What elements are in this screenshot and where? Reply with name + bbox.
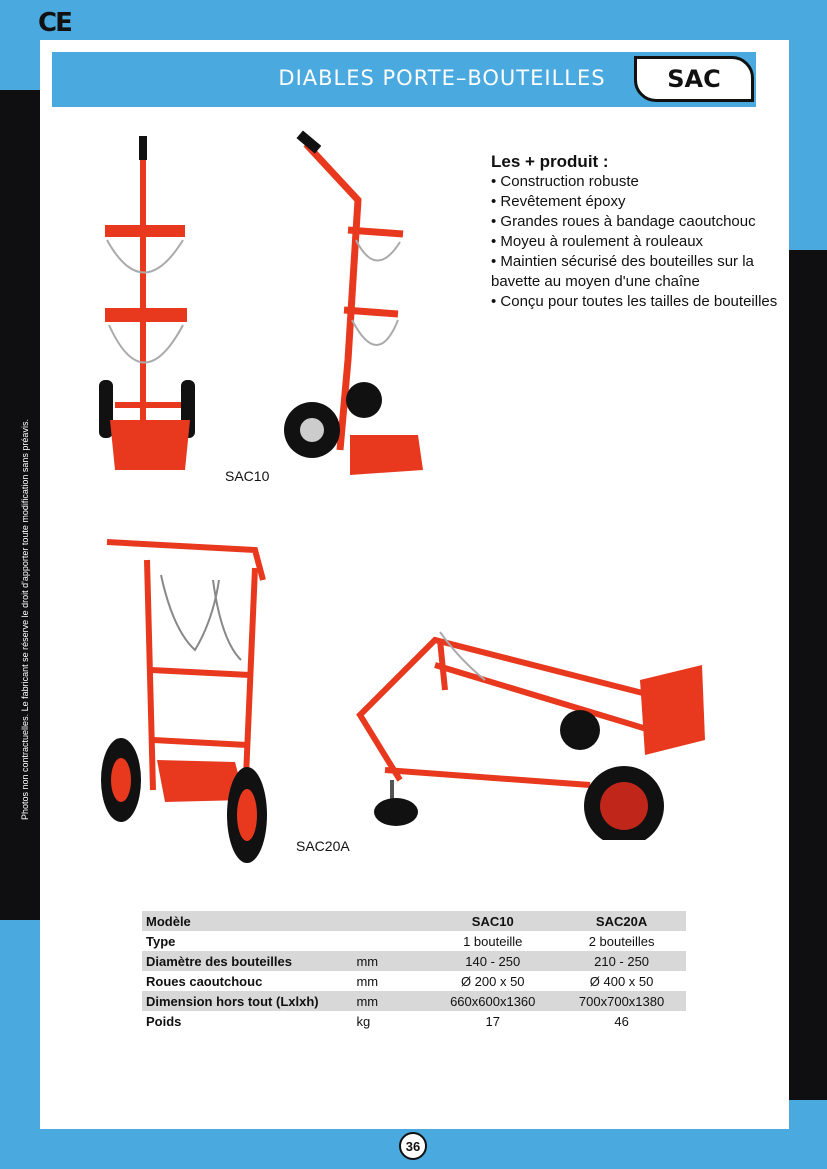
table-row [142, 1011, 686, 1031]
row-value-sac10: 140 - 250 [428, 951, 557, 971]
features-heading: Les + produit : [491, 152, 609, 171]
sac20a-upright-photo [95, 530, 280, 870]
features-block [491, 152, 781, 312]
row-value-sac10: 660x600x1360 [428, 991, 557, 1011]
row-value-sac10: 17 [485, 1013, 500, 1029]
row-value-sac20a: 46 [614, 1013, 629, 1029]
row-unit: mm [352, 951, 428, 971]
feature-item: • Grandes roues à bandage caoutchouc [491, 213, 756, 230]
row-label: Poids [146, 1013, 182, 1029]
row-value-sac10: Ø 200 x 50 [460, 973, 525, 989]
product-code-tab: SAC [634, 56, 754, 102]
right-dark-stripe [786, 250, 827, 1100]
row-value-sac20a: 210 - 250 [557, 951, 686, 971]
row-unit: mm [356, 973, 379, 989]
caption-sac20a: SAC20A [296, 838, 350, 854]
row-value-sac20a: 2 bouteilles [588, 933, 655, 949]
row-label: Diamètre des bouteilles [142, 951, 352, 971]
row-label: Dimension hors tout (Lxlxh) [142, 991, 352, 1011]
sac10-side-photo [278, 130, 428, 480]
spec-table [142, 911, 686, 1031]
header-bar [52, 52, 756, 107]
page-number: 36 [399, 1132, 427, 1160]
header-cell-unit [352, 911, 428, 931]
row-label: Type [146, 933, 176, 949]
disclaimer-note: Photos non contractuelles. Le fabricant se réserve le droit d'apporter toute modification sans préavis. [20, 419, 30, 820]
row-label: Roues caoutchouc [146, 973, 263, 989]
row-unit: mm [352, 991, 428, 1011]
sac10-front-photo [95, 130, 205, 480]
table-row [142, 931, 686, 951]
table-row [142, 971, 686, 991]
feature-item: • Conçu pour toutes les tailles de bouteilles [491, 293, 778, 310]
table-header-row [142, 911, 686, 931]
feature-item: • Moyeu à roulement à rouleaux [491, 233, 704, 250]
caption-sac10: SAC10 [225, 468, 270, 484]
row-unit [352, 931, 428, 951]
feature-item: • Construction robuste [491, 173, 639, 190]
row-value-sac10: 1 bouteille [463, 933, 523, 949]
feature-item: • Maintien sécurisé des bouteilles sur la bavette au moyen d'une chaîne [491, 253, 754, 290]
sac20a-tilted-photo [340, 620, 720, 840]
row-value-sac20a: 700x700x1380 [557, 991, 686, 1011]
feature-item: • Revêtement époxy [491, 193, 626, 210]
row-value-sac20a: Ø 400 x 50 [589, 973, 654, 989]
ce-mark: CE [38, 8, 71, 38]
features-list [491, 172, 781, 312]
table-row [142, 991, 686, 1011]
header-cell-sac20a: SAC20A [557, 911, 686, 931]
page-title: DIABLES PORTE–BOUTEILLES [278, 66, 606, 90]
header-cell-sac10: SAC10 [428, 911, 557, 931]
row-unit: kg [356, 1013, 371, 1029]
table-row [142, 951, 686, 971]
header-cell-model: Modèle [142, 911, 352, 931]
